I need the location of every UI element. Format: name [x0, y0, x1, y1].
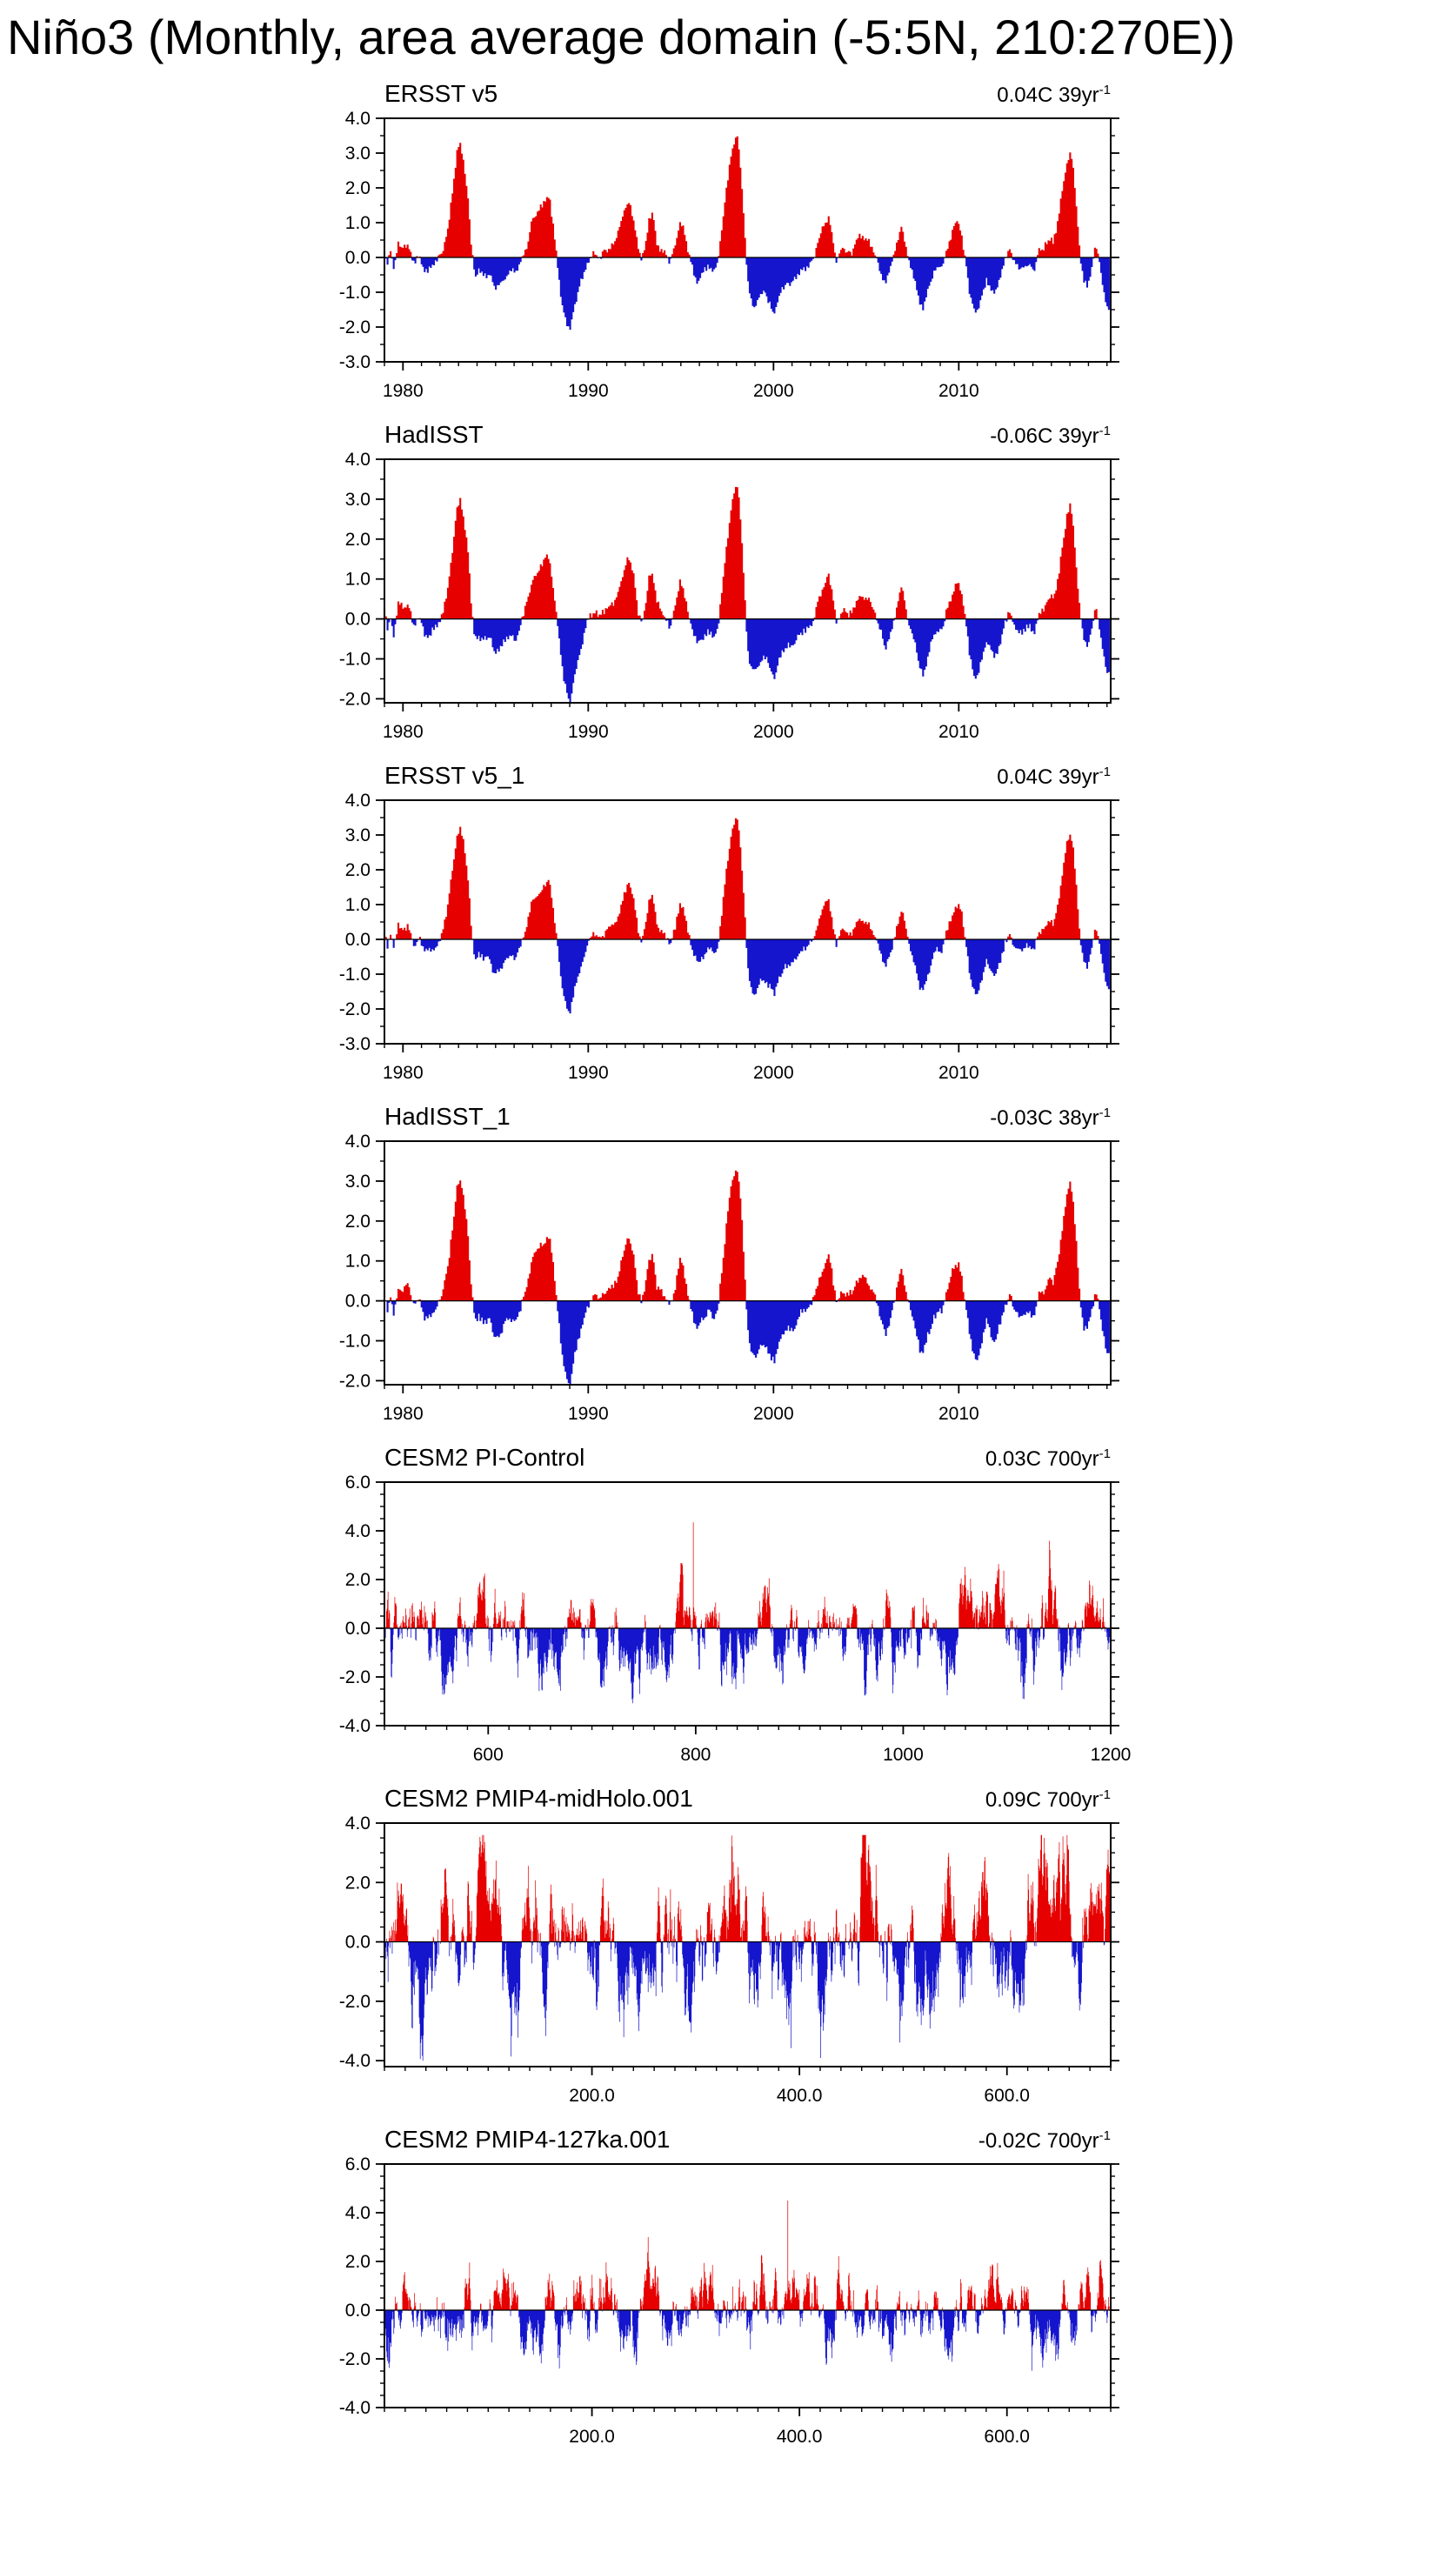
trend-value: -0.02C 700yr — [978, 2128, 1099, 2153]
x-tick-label: 1980 — [382, 721, 424, 742]
chart-svg — [324, 451, 1202, 750]
y-tick-label: 1.0 — [344, 894, 371, 915]
y-tick-label: 4.0 — [344, 1132, 371, 1152]
y-tick-label: -2.0 — [338, 2348, 371, 2369]
y-tick-label: -3.0 — [338, 351, 371, 372]
x-tick-label: 200.0 — [569, 2085, 615, 2106]
y-tick-label: 2.0 — [344, 859, 371, 880]
y-tick-label: -2.0 — [338, 1371, 371, 1392]
panel-title: CESM2 PI-Control — [384, 1443, 585, 1471]
chart-panel — [0, 1785, 1456, 2114]
axis-ticks — [376, 118, 1119, 371]
plot-border — [384, 459, 1111, 703]
trend-label — [997, 765, 1111, 790]
x-tick-label: 1980 — [382, 1062, 424, 1083]
chart-panel — [0, 1444, 1456, 1773]
y-tick-label: -3.0 — [338, 1033, 371, 1054]
y-tick-label: -2.0 — [338, 689, 371, 710]
y-tick-label: 0.0 — [344, 1932, 371, 1953]
y-tick-label: 2.0 — [344, 1211, 371, 1232]
y-tick-label: 1.0 — [344, 1251, 371, 1272]
chart-panel — [0, 421, 1456, 750]
chart-svg — [324, 1132, 1202, 1432]
x-tick-label: 2000 — [752, 1062, 794, 1083]
chart-svg — [324, 110, 1202, 409]
chart-panel — [0, 2126, 1456, 2455]
y-tick-label: 2.0 — [344, 1872, 371, 1893]
y-tick-label: 1.0 — [344, 212, 371, 233]
x-tick-label: 1990 — [567, 721, 609, 742]
trend-label — [978, 2128, 1111, 2154]
x-tick-label: 600.0 — [984, 2426, 1030, 2447]
positive-anomaly-bars — [384, 136, 1098, 257]
chart-svg — [324, 1814, 1202, 2114]
trend-label — [990, 424, 1111, 449]
panel-title: ERSST v5_1 — [384, 761, 525, 789]
positive-anomaly-bars — [384, 1834, 1111, 1941]
plot-border — [384, 800, 1111, 1044]
y-tick-label: -1.0 — [338, 649, 371, 670]
axis-ticks — [376, 459, 1119, 711]
panel-title: ERSST v5 — [384, 79, 498, 107]
x-tick-label: 400.0 — [776, 2426, 823, 2447]
y-tick-label: 0.0 — [344, 609, 371, 630]
plot-border — [384, 2164, 1111, 2408]
positive-anomaly-bars — [384, 818, 1098, 938]
trend-exponent: -1 — [1099, 764, 1111, 779]
chart-svg — [324, 792, 1202, 1091]
y-tick-label: 4.0 — [344, 1520, 371, 1541]
x-tick-label: 800 — [680, 1744, 711, 1765]
chart-panel — [0, 762, 1456, 1091]
trend-label — [985, 1446, 1111, 1472]
y-tick-label: 3.0 — [344, 489, 371, 510]
trend-value: 0.09C 700yr — [985, 1787, 1099, 1812]
panel-header — [0, 762, 1456, 790]
x-tick-label: 2010 — [938, 1403, 979, 1424]
axis-ticks — [376, 1482, 1119, 1734]
y-tick-label: 3.0 — [344, 1171, 371, 1192]
trend-value: -0.06C 39yr — [990, 424, 1099, 448]
y-tick-label: -4.0 — [338, 1715, 371, 1736]
y-tick-label: -4.0 — [338, 2050, 371, 2071]
x-tick-label: 1980 — [382, 380, 424, 401]
panel-title: CESM2 PMIP4-127ka.001 — [384, 2125, 671, 2153]
x-tick-label: 2010 — [938, 721, 979, 742]
panel-header — [0, 1444, 1456, 1472]
x-tick-label: 1000 — [883, 1744, 924, 1765]
x-tick-label: 200.0 — [569, 2426, 615, 2447]
trend-exponent: -1 — [1099, 2127, 1111, 2143]
panel-header — [0, 80, 1456, 108]
negative-anomaly-bars — [385, 2310, 1108, 2371]
x-tick-label: 1980 — [382, 1403, 424, 1424]
negative-anomaly-bars — [385, 1941, 1105, 2061]
y-tick-label: 0.0 — [344, 1291, 371, 1312]
x-tick-label: 600.0 — [984, 2085, 1030, 2106]
panel-header — [0, 1103, 1456, 1131]
y-tick-label: -4.0 — [338, 2397, 371, 2418]
x-tick-label: 2000 — [752, 1403, 794, 1424]
y-tick-label: 0.0 — [344, 2300, 371, 2321]
x-tick-label: 2000 — [752, 721, 794, 742]
trend-exponent: -1 — [1099, 82, 1111, 97]
y-tick-label: -1.0 — [338, 964, 371, 985]
x-tick-label: 1200 — [1090, 1744, 1132, 1765]
trend-exponent: -1 — [1099, 1446, 1111, 1461]
y-tick-label: 1.0 — [344, 569, 371, 590]
trend-exponent: -1 — [1099, 1787, 1111, 1802]
negative-anomaly-bars — [386, 257, 1109, 330]
y-tick-label: 4.0 — [344, 2202, 371, 2223]
trend-value: -0.03C 38yr — [990, 1105, 1099, 1130]
x-tick-label: 400.0 — [776, 2085, 823, 2106]
trend-value: 0.03C 700yr — [985, 1446, 1099, 1471]
y-tick-label: 0.0 — [344, 1618, 371, 1639]
y-tick-label: 3.0 — [344, 825, 371, 845]
panel-header — [0, 421, 1456, 449]
plot-border — [384, 1141, 1111, 1385]
y-tick-label: 4.0 — [344, 450, 371, 470]
chart-svg — [324, 1473, 1202, 1773]
y-tick-label: 4.0 — [344, 791, 371, 811]
chart-panel — [0, 80, 1456, 409]
x-tick-label: 1990 — [567, 1403, 609, 1424]
y-tick-label: -2.0 — [338, 999, 371, 1019]
x-tick-label: 2010 — [938, 1062, 979, 1083]
chart-panel — [0, 1103, 1456, 1432]
axis-ticks — [376, 2164, 1119, 2416]
x-tick-label: 2000 — [752, 380, 794, 401]
axis-ticks — [376, 800, 1119, 1052]
y-tick-label: 3.0 — [344, 143, 371, 164]
y-tick-label: 0.0 — [344, 247, 371, 268]
trend-label — [985, 1787, 1111, 1813]
panel-title: CESM2 PMIP4-midHolo.001 — [384, 1784, 693, 1812]
x-tick-label: 1990 — [567, 1062, 609, 1083]
trend-value: 0.04C 39yr — [997, 83, 1099, 107]
y-tick-label: -2.0 — [338, 1667, 371, 1687]
y-tick-label: -2.0 — [338, 317, 371, 337]
panel-header — [0, 1785, 1456, 1813]
positive-anomaly-bars — [384, 1522, 1106, 1628]
trend-value: 0.04C 39yr — [997, 765, 1099, 789]
x-tick-label: 1990 — [567, 380, 609, 401]
y-tick-label: 0.0 — [344, 929, 371, 950]
y-tick-label: -1.0 — [338, 1331, 371, 1352]
x-tick-label: 600 — [472, 1744, 504, 1765]
positive-anomaly-bars — [384, 486, 1098, 618]
positive-anomaly-bars — [384, 1170, 1098, 1300]
axis-ticks — [376, 1141, 1119, 1393]
trend-exponent: -1 — [1099, 423, 1111, 438]
chart-svg — [324, 2155, 1202, 2455]
plot-border — [384, 118, 1111, 362]
chart-panels-container — [0, 80, 1456, 2455]
positive-anomaly-bars — [384, 2201, 1111, 2310]
negative-anomaly-bars — [385, 1628, 1111, 1703]
negative-anomaly-bars — [388, 618, 1109, 702]
trend-label — [990, 1105, 1111, 1131]
panel-title: HadISST — [384, 420, 484, 448]
figure-title: Niño3 (Monthly, area average domain (-5:5N, 210:270E)) — [7, 10, 1236, 64]
trend-exponent: -1 — [1099, 1105, 1111, 1120]
y-tick-label: 2.0 — [344, 2251, 371, 2272]
y-tick-label: 2.0 — [344, 177, 371, 198]
panel-title: HadISST_1 — [384, 1102, 511, 1130]
y-tick-label: 4.0 — [344, 1814, 371, 1834]
y-tick-label: 6.0 — [344, 2154, 371, 2174]
trend-label — [997, 83, 1111, 108]
panel-header — [0, 2126, 1456, 2154]
y-tick-label: -1.0 — [338, 282, 371, 303]
y-tick-label: 6.0 — [344, 1473, 371, 1493]
negative-anomaly-bars — [388, 939, 1109, 1013]
negative-anomaly-bars — [388, 1300, 1109, 1384]
x-tick-label: 2010 — [938, 380, 979, 401]
y-tick-label: 4.0 — [344, 109, 371, 129]
y-tick-label: 2.0 — [344, 529, 371, 550]
y-tick-label: -2.0 — [338, 1991, 371, 2012]
y-tick-label: 2.0 — [344, 1569, 371, 1590]
